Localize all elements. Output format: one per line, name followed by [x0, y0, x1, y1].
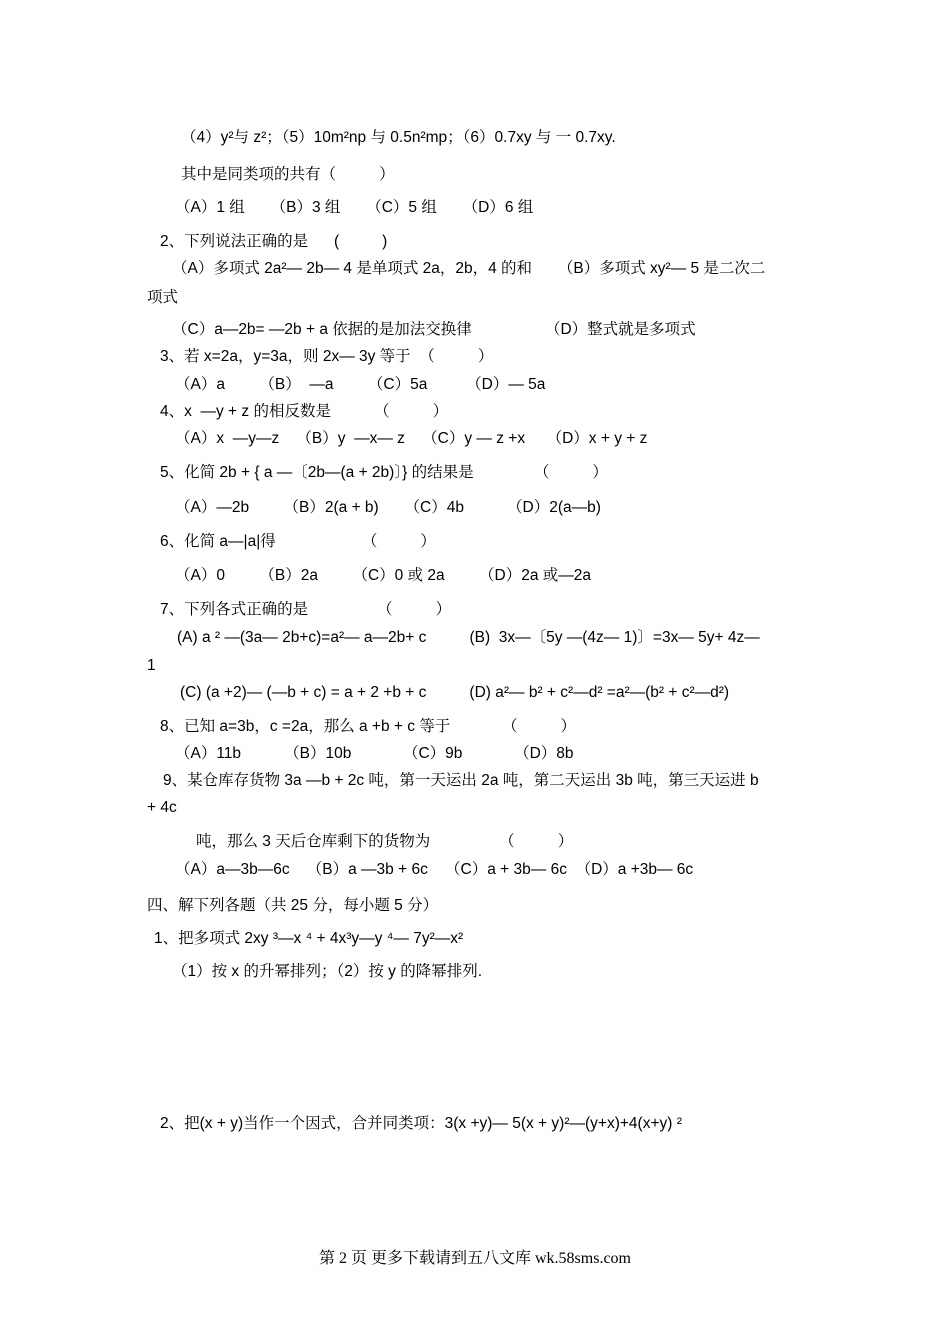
question-9-title-wrap: + 4c [147, 799, 177, 816]
text-line-4-5-6: （4）y²与 z²；（5）10m²np 与 0.5n²mp；（6）0.7xy 与 一 0.7xy. [181, 129, 616, 146]
question-2-title: 2、下列说法正确的是 ( ) [160, 233, 388, 250]
question-3-options: （A）a （B） —a （C）5a （D）— 5a [175, 376, 546, 393]
question-7-options-cd: (C) (a +2)— (—b + c) = a + 2 +b + c (D) a²— b² + c²—d² =a²—(b² + c²—d²) [180, 684, 730, 701]
question-7-title: 7、下列各式正确的是 （ ） [160, 601, 452, 618]
question-7-options-ab: (A) a ² —(3a— 2b+c)=a²— a—2b+ c (B) 3x—〔5y —(4z— 1)〕=3x— 5y+ 4z— [177, 629, 760, 646]
question-1-options: （A）1 组 （B）3 组 （C）5 组 （D）6 组 [175, 199, 534, 216]
question-5-options: （A）—2b （B）2(a + b) （C）4b （D）2(a—b) [175, 499, 601, 516]
question-7-options-ab-wrap: 1 [147, 657, 156, 674]
question-9-title: 9、某仓库存货物 3a —b + 2c 吨，第一天运出 2a 吨，第二天运出 3b 吨，第三天运进 b [163, 772, 759, 789]
question-9-prompt: 吨，那么 3 天后仓库剩下的货物为 （ ） [196, 833, 574, 850]
problem-1-tasks: （1）按 x 的升幂排列；（2）按 y 的降幂排列. [172, 963, 483, 980]
problem-2-title: 2、把(x + y)当作一个因式，合并同类项：3(x +y)— 5(x + y)²—(y+x)+4(x+y) ² [160, 1115, 682, 1132]
question-6-title: 6、化简 a—|a|得 （ ） [160, 533, 436, 550]
question-3-title: 3、若 x=2a，y=3a，则 2x— 3y 等于 （ ） [160, 348, 494, 365]
question-5-title: 5、化简 2b + { a —〔2b—(a + 2b)〕} 的结果是 （ ） [160, 464, 608, 481]
question-1-prompt: 其中是同类项的共有（ ） [181, 166, 395, 183]
section-4-heading: 四、解下列各题（共 25 分，每小题 5 分） [147, 897, 439, 914]
question-8-title: 8、已知 a=3b，c =2a，那么 a +b + c 等于 （ ） [160, 718, 577, 735]
problem-1-title: 1、把多项式 2xy ³—x ⁴ + 4x³y—y ⁴— 7y²—x² [154, 930, 464, 947]
question-2-options-cd: （C）a—2b= —2b + a 依据的是加法交换律 （D）整式就是多项式 [172, 321, 696, 338]
question-8-options: （A）11b （B）10b （C）9b （D）8b [175, 745, 574, 762]
question-4-title: 4、x —y + z 的相反数是 （ ） [160, 403, 449, 420]
page-footer: 第 2 页 更多下载请到五八文库 wk.58sms.com [318, 1250, 631, 1267]
question-6-options: （A）0 （B）2a （C）0 或 2a （D）2a 或—2a [175, 567, 592, 584]
question-9-options: （A）a—3b—6c （B）a —3b + 6c （C）a + 3b— 6c （D）a +3b— 6c [175, 861, 694, 878]
question-2-options-ab: （A）多项式 2a²— 2b— 4 是单项式 2a，2b，4 的和 （B）多项式 xy²— 5 是二次二 [172, 260, 766, 277]
question-2-options-ab-wrap: 项式 [147, 289, 179, 306]
question-4-options: （A）x —y—z （B）y —x— z （C）y — z +x （D）x + y + z [175, 430, 648, 447]
